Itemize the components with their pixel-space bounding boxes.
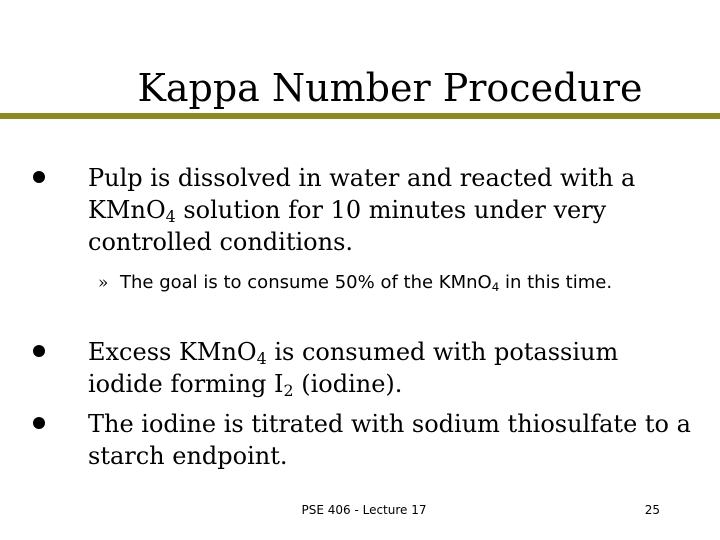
bullet-1-subscript: 4 xyxy=(165,206,176,226)
sub-bullet-text-a: The goal is to consume 50% of the KMn xyxy=(120,272,478,293)
bullet-2-subscript-b: 2 xyxy=(283,380,294,400)
bullet-1-text-a: Pulp is dissolved in water and reacted with a KMn xyxy=(88,164,636,224)
bullet-3 xyxy=(88,408,698,472)
sub-bullet-text-c: in this time. xyxy=(499,272,613,293)
title-underline-rule xyxy=(0,113,720,119)
bullet-1-text-b: O xyxy=(145,196,166,224)
bullet-2-text-c: is consumed with potassium iodide forming I xyxy=(88,338,619,398)
bullet-1 xyxy=(88,162,698,258)
bullet-2-subscript-a: 4 xyxy=(256,348,267,368)
bullet-1-text-c: solution for 10 minutes under very controlled conditions. xyxy=(88,196,607,256)
bullet-dot-icon xyxy=(33,417,45,429)
sub-bullet-1 xyxy=(120,269,690,296)
bullet-3-text: The iodine is titrated with sodium thiosulfate to a starch endpoint. xyxy=(88,410,691,470)
slide-title: Kappa Number Procedure xyxy=(137,66,643,110)
bullet-2 xyxy=(88,336,698,400)
bullet-2-text-d: (iodine). xyxy=(293,370,403,398)
bullet-2-text-a: Excess KMn xyxy=(88,338,237,366)
bullet-2-text-b: O xyxy=(236,338,257,366)
bullet-dot-icon xyxy=(33,345,45,357)
sub-bullet-marker: » xyxy=(98,273,109,293)
footer-page-number: 25 xyxy=(644,503,660,517)
bullet-dot-icon xyxy=(33,171,45,183)
sub-bullet-text-b: O xyxy=(477,272,492,293)
sub-bullet-subscript: 4 xyxy=(491,279,500,294)
footer-lecture-label: PSE 406 - Lecture 17 xyxy=(301,503,427,517)
